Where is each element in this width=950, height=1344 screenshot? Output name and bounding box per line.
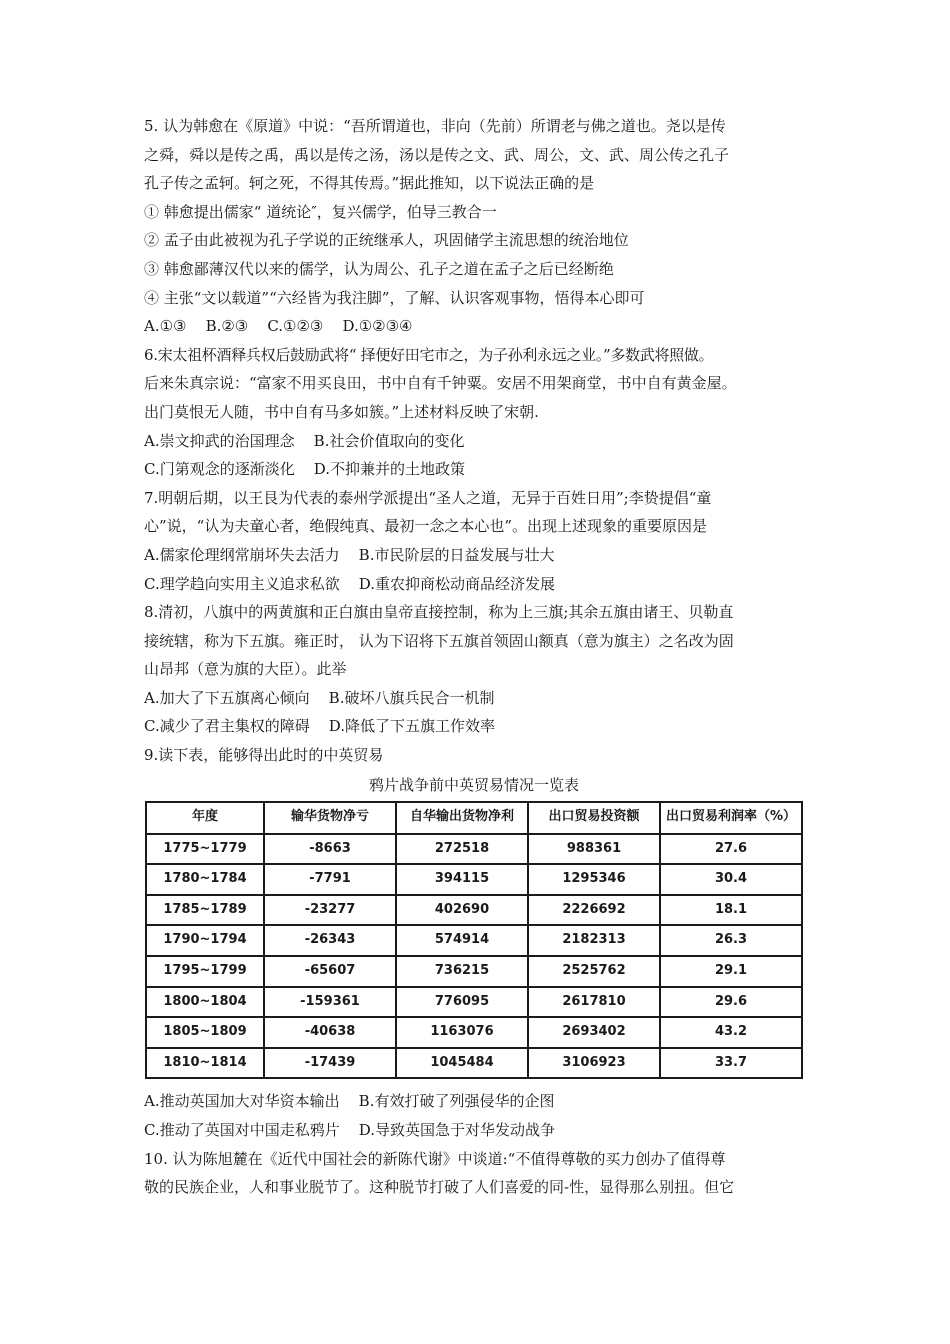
table-cell: 394115 (396, 864, 528, 895)
table-cell: 272518 (396, 834, 528, 865)
q9-intro: 9.读下表，能够得出此时的中英贸易 (144, 746, 384, 765)
q6-line: 出门莫恨无人随，书中自有马多如簇。”上述材料反映了宋朝. (144, 402, 539, 421)
table-cell: 43.2 (660, 1017, 802, 1048)
table-cell: -65607 (264, 956, 396, 987)
table-cell: 1785~1789 (146, 895, 264, 926)
table-cell: 1795~1799 (146, 956, 264, 987)
header-import-loss: 输华货物净亏 (264, 802, 396, 834)
table-cell: 574914 (396, 925, 528, 956)
q10-line: 10. 认为陈旭麓在《近代中国社会的新陈代谢》中谈道:“不值得尊敬的买力创办了值得尊 (144, 1149, 726, 1168)
table-cell: -40638 (264, 1017, 396, 1048)
table-row (146, 895, 802, 926)
question-6 (144, 341, 824, 484)
table-cell: -7791 (264, 864, 396, 895)
table-cell: 33.7 (660, 1048, 802, 1079)
q7-line: 7.明朝后期，以王艮为代表的泰州学派提出“圣人之道，无异于百姓日用”;李贽提倡“童 (144, 488, 712, 507)
table-header-row (146, 802, 802, 834)
q8-line: 8.清初，八旗中的两黄旗和正白旗由皇帝直接控制，称为上三旗;其余五旗由诸王、贝勒直 (144, 603, 734, 622)
exam-page (144, 112, 824, 1202)
q8-option: C.减少了君主集权的障碍 D.降低了下五旗工作效率 (144, 717, 496, 736)
table-row (146, 925, 802, 956)
table-cell: 2693402 (528, 1017, 660, 1048)
table-cell: -23277 (264, 895, 396, 926)
q5-statement: ③ 韩愈鄙薄汉代以来的儒学，认为周公、孔子之道在孟子之后已经断绝 (144, 259, 614, 278)
table-title: 鸦片战争前中英贸易情况一览表 (368, 775, 579, 794)
table-cell: 776095 (396, 987, 528, 1018)
table-cell: 2226692 (528, 895, 660, 926)
q5-line: 孔子传之孟轲。轲之死，不得其传焉。”据此推知，以下说法正确的是 (144, 174, 595, 193)
table-cell: 3106923 (528, 1048, 660, 1079)
header-profit-rate: 出口贸易利润率（%） (660, 802, 802, 834)
q5-options: A.①③ B.②③ C.①②③ D.①②③④ (144, 317, 413, 336)
table-cell: 1805~1809 (146, 1017, 264, 1048)
q8-option: A.加大了下五旗离心倾向 B.破坏八旗兵民合一机制 (144, 688, 495, 707)
table-cell: -159361 (264, 987, 396, 1018)
table-cell: 1295346 (528, 864, 660, 895)
q5-statement: ② 孟子由此被视为孔子学说的正统继承人，巩固储学主流思想的统治地位 (144, 231, 629, 250)
table-cell: 29.1 (660, 956, 802, 987)
table-cell: 1790~1794 (146, 925, 264, 956)
q7-line: 心”说，“认为夫童心者，绝假纯真、最初一念之本心也”。出现上述现象的重要原因是 (144, 517, 708, 536)
trade-table (145, 801, 803, 1080)
q6-line: 后来朱真宗说：“富家不用买良田，书中自有千钟粟。安居不用架商堂，书中自有黄金屋。 (144, 374, 737, 393)
table-cell: -17439 (264, 1048, 396, 1079)
q5-line: 之舜，舜以是传之禹，禹以是传之汤，汤以是传之文、武、周公，文、武、周公传之孔子 (144, 145, 730, 164)
table-cell: 988361 (528, 834, 660, 865)
question-8 (144, 598, 824, 741)
q6-option: C.门第观念的逐渐淡化 D.不抑兼并的土地政策 (144, 460, 466, 479)
table-cell: 2617810 (528, 987, 660, 1018)
table-cell: 2525762 (528, 956, 660, 987)
table-cell: 1780~1784 (146, 864, 264, 895)
table-cell: -8663 (264, 834, 396, 865)
table-cell: 27.6 (660, 834, 802, 865)
table-cell: 30.4 (660, 864, 802, 895)
q8-line: 接统辖，称为下五旗。雍正时， 认为下诏将下五旗首领固山额真（意为旗主）之名改为固 (144, 631, 734, 650)
header-year: 年度 (146, 802, 264, 834)
header-export-profit: 自华输出货物净利 (396, 802, 528, 834)
question-7 (144, 484, 824, 598)
table-cell: -26343 (264, 925, 396, 956)
q5-line: 5. 认为韩愈在《原道》中说：“吾所谓道也，非向（先前）所谓老与佛之道也。尧以是传 (144, 117, 726, 135)
q9-option: C.推动了英国对中国走私鸦片 D.导致英国急于对华发动战争 (144, 1121, 556, 1139)
table-cell: 402690 (396, 895, 528, 926)
table-cell: 736215 (396, 956, 528, 987)
table-row (146, 956, 802, 987)
q6-line: 6.宋太祖杯酒释兵权后鼓励武将“ 择便好田宅市之，为子孙利永远之业。”多数武将照做。 (144, 345, 714, 364)
table-cell: 18.1 (660, 895, 802, 926)
table-row (146, 987, 802, 1018)
question-5 (144, 112, 824, 341)
table-cell: 1163076 (396, 1017, 528, 1048)
q10-line: 敬的民族企业，人和事业脱节了。这种脱节打破了人们喜爱的同-性，显得那么别扭。但它 (144, 1178, 735, 1197)
table-cell: 26.3 (660, 925, 802, 956)
table-row (146, 864, 802, 895)
question-10 (144, 1145, 824, 1202)
table-cell: 1775~1779 (146, 834, 264, 865)
q5-statement: ④ 主张“文以载道”“六经皆为我注脚”，了解、认识客观事物，悟得本心即可 (144, 288, 645, 307)
header-investment: 出口贸易投资额 (528, 802, 660, 834)
q7-option: A.儒家伦理纲常崩坏失去活力 B.市民阶层的日益发展与壮大 (144, 545, 555, 564)
q5-statement: ① 韩愈提出儒家“ 道统论″，复兴儒学，伯导三教合一 (144, 202, 497, 221)
table-cell: 1045484 (396, 1048, 528, 1079)
table-row (146, 1048, 802, 1079)
q6-option: A.崇文抑武的治国理念 B.社会价值取向的变化 (144, 431, 465, 450)
table-row (146, 1017, 802, 1048)
q7-option: C.理学趋向实用主义追求私欲 D.重农抑商松动商品经济发展 (144, 574, 556, 593)
table-cell: 1800~1804 (146, 987, 264, 1018)
table-row (146, 834, 802, 865)
question-9 (144, 741, 824, 1145)
table-cell: 1810~1814 (146, 1048, 264, 1079)
table-cell: 29.6 (660, 987, 802, 1018)
q8-line: 山昂邦（意为旗的大臣）。此举 (144, 660, 347, 679)
table-cell: 2182313 (528, 925, 660, 956)
q9-option: A.推动英国加大对华资本输出 B.有效打破了列强侵华的企图 (144, 1092, 555, 1111)
